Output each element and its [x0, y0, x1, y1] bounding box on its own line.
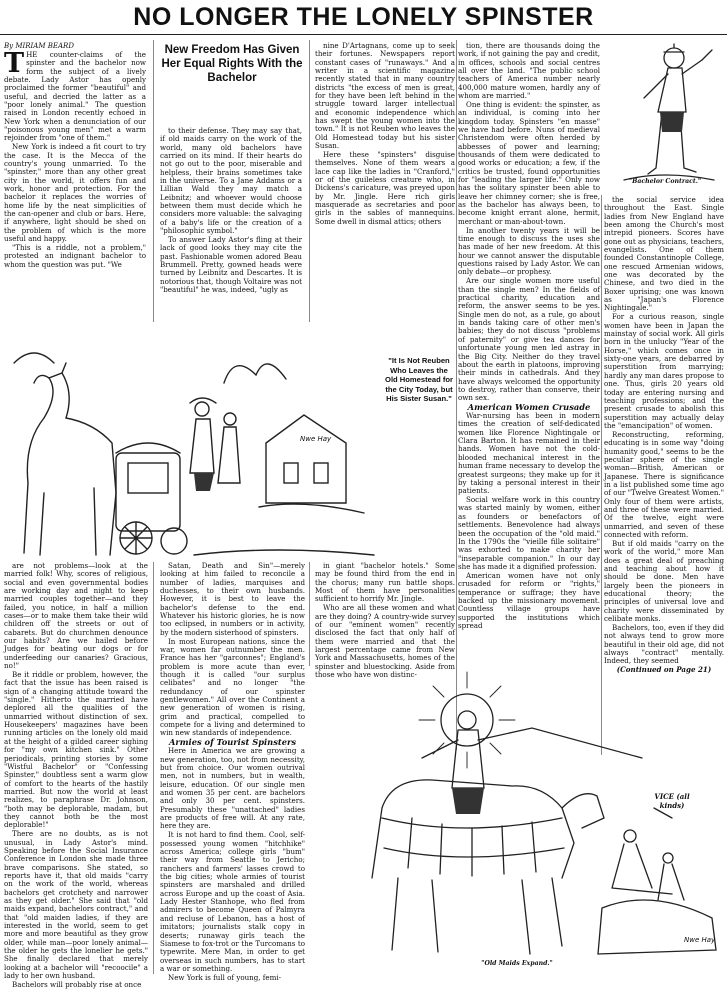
pull-quote: "It Is Not Reuben Who Leaves the Old Homestead for the City Today, but His Sister Susan." — [385, 356, 453, 404]
article-paragraph: Who are all these women and what are they doing? A country-wide survey of our "eminent women" recently disclosed the fact that only half of them were married and that the largest percentage came from New York and Massachusetts, homes of the spinster and bluestocking. Aside from those who have won distinc- — [315, 603, 455, 680]
article-paragraph: HE counter-claims of the spinster and the bachelor now form the subject of a lively debate. Lady Astor has openly proclaimed the former "beautiful" and useful, and decried the latter as a "poor lonely animal." The question raised in London recently echoed in New York when a denunciation of our "poisonous young men" met a warm rejoinder from "one of them." — [4, 49, 146, 143]
drop-cap: T — [4, 47, 25, 79]
article-paragraph: to their defense. They may say that, if old maids carry on the work of the world, many old bachelors have carried on its mind. If their hearts do not go out to the poor, miserable and helpless, their brains sometimes take in the universe. To a Jane Addams or a Lillian Wald they may match a Leibnitz; and whoever would choose between them must decide which he considers more valuable: the salvaging of a baby's life or the creation of a "philosophic symbol." — [160, 126, 302, 236]
bachelor-drawing — [604, 40, 726, 188]
column-2-bottom — [160, 561, 305, 982]
article-paragraph: One thing is evident: the spinster, as an individual, is coming into her kingdom today. Spinsters "en masse" we have had before. Nuns of medieval Christendom were often herded by abbesses of power and learning; thousands of them were dedicated to good works or education; a few, if the critics be trusted, found opportunities for "leading the larger life." Only now has the solitary spinster been able to leave her chimney corner; she is free, as the bachelor has always been, to become knight errant alone, hermit, merchant or man-about-town. — [458, 100, 600, 226]
article-paragraph: New York is full of young, femi- — [168, 972, 281, 982]
article-paragraph: In another twenty years it will be time enough to discuss the uses she has made of her new freedom. At this hour we cannot answer the disputable questions raised by Lady Astor. We can only debate—or prophesy. — [458, 225, 600, 277]
illustration-homestead — [4, 323, 378, 559]
article-paragraph: Here these "spinsters" disguise themselves. None of them wears a lace cap like the ladies in "Cranford," or of the guileless creature who, in Dickens's caricature, was preyed upon by Mr. Jingle. Here rich girls masquerade as secretaries and poor girls in the sables of mannequins. Some dwell in dismal attics; others — [315, 150, 455, 226]
label-vice: VICE (all kinds) — [654, 792, 690, 810]
article-paragraph: Satan, Death and Sin"—merely looking at him failed to reconcile a number of ladies, marquises and duchesses, to their own husbands. However, it is best to leave the bachelor's defense to the end. Whatever his historic glories, he is now too eclipsed, in numbers or in activity, by the modern sisterhood of spinsters. — [160, 561, 305, 637]
column-4 — [458, 42, 600, 748]
column-3-bottom — [315, 561, 455, 680]
artist-signature: Nwe Hay — [300, 435, 332, 443]
column-1-bottom — [4, 561, 148, 989]
caption-bachelor: "Bachelor Contract." — [628, 178, 702, 185]
article-paragraph: Bachelors, too, even if they did not always tend to grow more beautiful in their old age, did not always "contract" mentally. Indeed, they seemed — [604, 622, 724, 666]
article-paragraph: Reconstructing, reforming, educating is in some way "doing humanity good," seems to be the peculiar sphere of the single woman—British, American or Japanese. There is significance in a list published some time ago of our "Twelve Greatest Women." Only four of them were artists, and three of these were married. Of the twelve, eight were unmarried, and seven of these connected with reform. — [604, 429, 724, 539]
article-paragraph: For a curious reason, single women have been in Japan the mainstay of social work. All girls born in the unlucky "Year of the Horse," which comes once in sixty-one years, are debarred by superstition from marrying; hardly any man dares propose to one. Thus, girls 20 years old today are entering nursing and teaching professions; and the present crusade to abolish this superstition may actually delay the "emancipation" of women. — [604, 312, 724, 430]
artist-signature: Nwe Hay — [684, 936, 716, 944]
article-paragraph: But if old maids "carry on the work of the world," more Man does a great deal of preaching and teaching about how it should be done. Men have largely been the pioneers in educational theory; the principles of universal love and charity were disseminated by celibate monks. — [604, 538, 724, 623]
sub-headline: New Freedom Has Given Her Equal Rights With the Bachelor — [161, 44, 303, 84]
article-paragraph: Be it riddle or problem, however, the fact that the issue has been raised is sign of a changing attitude toward the "single." Hitherto the married have deplored all the qualities of the unmarried without distinction of sex. Housekeepers' magazines have been running articles on the lonely old maid at the height of a gilded career sighing for "my own kitchen sink." Other periodicals, printing stories by some "Wistful Bachelor" or "Confessing Spinster," doubtless sent a warm glow of comfort to the hearts of the hastily married. But now the world at least realizes, to paraphrase Dr. Johnson, "both may be deplorable, madam, but they cannot both be the most deplorable!" — [4, 670, 148, 830]
article-paragraph: In most European nations, since the war, women far outnumber the men. France has her "garconnes"; England's problem is more acute than ever, though it is called "our surplus celibates" and no longer "the redundancy of our spinster gentlewomen." All over the Continent a new generation of women is rising, grim and practical, compelled to compete for a living and determined to win new standards of independence. — [160, 636, 305, 738]
illustration-knight — [312, 665, 724, 968]
article-paragraph: Social welfare work in this country was started mainly by women, either as founders or benefactors of settlements. Benevolence had always been the occupation of the "old maid." In the 1790s the "vieille fille solitaire" was exhorted to make charity her "inseparable companion." In our day she has made it a dignified profession. — [458, 495, 600, 571]
article-paragraph: Here in America we are growing a new generation, too, not from necessity, but from choice. Our women outrival men, not in numbers, but in wealth, leisure, education. Of our single men and women 35 per cent. are bachelors and only 30 per cent. spinsters. Presumably these "unattached" ladies are products of free will. At any rate, here they are. — [160, 746, 305, 831]
article-paragraph: "This is a riddle, not a problem," protested an indignant bachelor to whom the question was put. "We — [4, 243, 146, 269]
caption-old-maids: "Old Maids Expand." — [481, 960, 553, 967]
article-paragraph: nine D'Artagnans, come up to seek their fortunes. Newspapers report constant cases of "runaways." And a writer in a scientific magazine recently stated that in many country districts "the excess of men is great, for they have been left behind in the struggle toward larger intellectual and economic independence which has swept the young women into the town." It is not Reuben who leaves the Old Homestead today but his sister Susan. — [315, 41, 455, 151]
article-paragraph: the social service idea throughout the East. Single ladies from New England have been among the Church's most intrepid pioneers. Scores have gone out as physicians, teachers, evangelists. One of them founded Constantinople College, one rescued Armenian widows, one was decorated by the Chinese, and two died in the Boxer uprising; one was known as "Japan's Florence Nightingale." — [604, 195, 724, 313]
column-rule — [153, 40, 154, 322]
column-3-top — [315, 42, 455, 320]
article-paragraph: War-nursing has been in modern times the creation of self-dedicated women like Florence Nightingale or Clara Barton. It has remained in their hands. Women have not the cold-blooded mechanical interest in the human frame necessary to develop the greatest surgeons; they make up for it by taking a personal interest in their patients. — [458, 411, 600, 496]
continued-note: (Continued on Page 21) — [616, 665, 712, 675]
column-rule — [309, 40, 310, 322]
headline: NO LONGER THE LONELY SPINSTER — [0, 0, 727, 35]
article-paragraph: American women have not only crusaded for reform or "rights," temperance or suffrage; they have backed up the missionary movement. Countless village groups have supported the institutions which spread — [458, 570, 600, 630]
column-rule — [153, 562, 154, 974]
subhead-american-women: American Women Crusade — [467, 402, 591, 413]
article-paragraph: To answer Lady Astor's fling at their lack of good looks they may cite the past. Fashionable women adored Beau Brummell. Pretty, gowned heads were turned by Leibnitz and Descartes. It is notorious that, though Voltaire was not "beautiful" he was, indeed, "ugly as — [160, 235, 302, 295]
article-paragraph: There are no doubts, as is not unusual, in Lady Astor's mind. Speaking before the Social Insurance Conference in London she made three brave comparisons. She stated, so reports have it, that old maids "carry on the work of the world, whereas bachelors get crotchety and narrower as they get older." She said that "old maids expand, bachelors contract," and that "old maiden ladies, if they are interested in the world, seem to get more and more beautiful as they grow older, while man—poor lonely animal—the older he gets the lonelier he gets." She finally declared that merely looking at a bachelor will "recoocile" a lady to her own husband. — [4, 829, 148, 981]
illustration-bachelor — [604, 40, 726, 188]
article-paragraph: Bachelors will probably rise at once — [12, 979, 142, 989]
column-rule — [309, 562, 310, 666]
article-paragraph: New York is indeed a fit court to try the case. It is the Mecca of the country's young unmarried. To the "spinster," more than any other great city in the world, it offers fun and work, honor and protection. For the bachelor it replaces the worries of home life by the neat simplicities of the can-opener and club or bars. Here, if anywhere, light should be shed on the problem of which is the more useful and happy. — [4, 142, 146, 244]
article-paragraph: in giant "bachelor hotels." Some may be found third from the end in the chorus; many run battle shops. Most of them have personalities sufficient to horrify Mr. Jingle. — [315, 561, 455, 604]
knight-drawing — [312, 665, 724, 968]
article-paragraph: are not problems—look at the married folk! Why, scores of religious, social and even governmental bodies are working day and night to keep married couples together—and they failed, you notice, in half a million cases—or to make them take their wild children off the streets or out of cabarets. But do churchmen denounce our habits? Are we hailed before Judges for beating our dogs or for underfeeding our canaries? Gracious, no!" — [4, 561, 148, 671]
article-paragraph: tion, there are thousands doing the work, if not gaining the pay and credit, in offices, schools and social centres all over the land. "The public school teachers of America number nearly 400,000 mature women, hardly any of whom are married." — [458, 41, 600, 101]
subhead-armies: Armies of Tourist Spinsters — [168, 737, 297, 748]
article-paragraph: It is not hard to find them. Cool, self-possessed young women "hitchhike" across America; college girls "bum" their way from Seattle to Jericho; ranchers and farmers' lasses crowd to the big cities; whole armies of tourist spinsters are marshaled and drilled across Europe and up the coast of Asia. Lady Hester Stanhope, who fled from admirers to become Queen of Palmyra and recluse of Lebanon, has a host of imitators; journalists stalk copy in deserts; runaway girls teach the Siamese to fox-trot or the Turcomans to typewrite. Mere Man, in order to get overseas in such numbers, has to start a war or something. — [160, 830, 305, 973]
byline: By MIRIAM BEARD — [4, 42, 74, 50]
article-paragraph: Are our single women more useful than the single men? In the fields of practical charity, education and reform, the answer seems to be yes. Single men do not, as a rule, go about in bands taking care of other men's babies; they do not discuss "problems of paternity" or give tea dances for unfortunate young men led astray in the Big City. Neither do they travel about the earth in platoons, improving their minds in cathedrals. And they have always welcomed the opportunity to destroy, rather than conserve, their own sex. — [458, 276, 600, 403]
column-rule — [456, 40, 457, 750]
column-2-top — [160, 127, 302, 322]
